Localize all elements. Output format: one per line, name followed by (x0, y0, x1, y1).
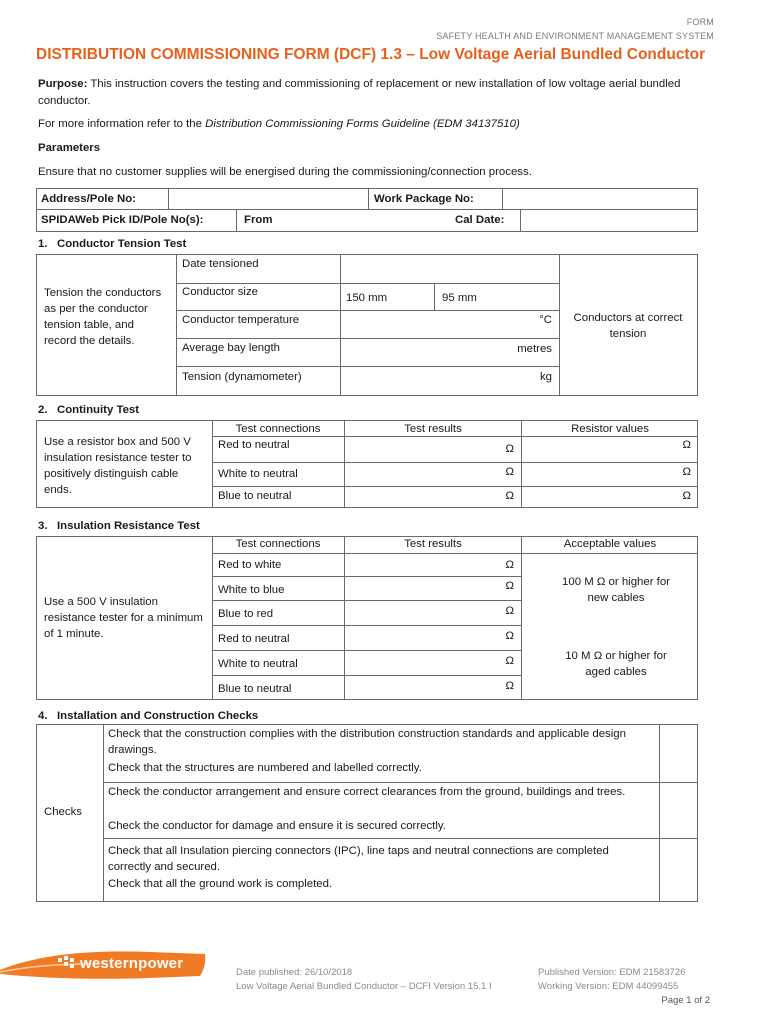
average-bay-length-label: Average bay length (182, 342, 280, 354)
tension-instruction: Tension the conductors as per the conductor tension table, and record the details. (44, 287, 162, 347)
section-2-title: 2. Continuity Test (38, 404, 140, 416)
insulation-row-label: Red to white (218, 559, 282, 571)
check-box[interactable] (660, 725, 697, 781)
from-field[interactable] (286, 211, 446, 230)
guideline-reference: Distribution Commissioning Forms Guideline (EDM 34137510) (205, 118, 520, 130)
brand-name: westernpower (80, 955, 184, 972)
spidaweb-label: SPIDAWeb Pick ID/Pole No(s): (41, 214, 204, 226)
continuity-row-label: Blue to neutral (218, 490, 292, 502)
continuity-connections-header: Test connections (235, 423, 321, 435)
check-item: Check that all Insulation piercing connectors (IPC), line taps and neutral connections are completed correctly and secured. (108, 845, 609, 873)
date-published: Date published: 26/10/2018 (236, 967, 353, 978)
parameters-heading: Parameters (38, 142, 101, 154)
page-number: Page 1 of 2 (661, 995, 710, 1006)
insulation-row-label: Blue to neutral (218, 683, 292, 695)
insulation-result-field[interactable]: Ω (505, 559, 514, 571)
conductor-size-label: Conductor size (182, 286, 258, 298)
westernpower-logo (0, 944, 210, 984)
insulation-result-field[interactable]: Ω (505, 680, 514, 692)
insulation-row-label: Blue to red (218, 608, 274, 620)
purpose-label: Purpose: (38, 78, 88, 90)
insulation-result-field[interactable]: Ω (505, 630, 514, 642)
check-item: Check that the construction complies with the distribution construction standards and applicable design drawings. (108, 728, 626, 756)
check-box[interactable] (660, 839, 697, 901)
check-item: Check the conductor arrangement and ensure correct clearances from the ground, buildings and trees. (108, 786, 626, 798)
conductor-temperature-label: Conductor temperature (182, 314, 300, 326)
check-item: Check that the structures are numbered and labelled correctly. (108, 762, 422, 774)
more-info-prefix: For more information refer to the (38, 118, 206, 130)
document-title-footer: Low Voltage Aerial Bundled Conductor – DCFI Version 15.1 I (236, 981, 492, 992)
continuity-results-header: Test results (404, 423, 462, 435)
insulation-acceptable-header: Acceptable values (563, 538, 657, 550)
continuity-resistor-header: Resistor values (571, 423, 649, 435)
section-3-title: 3. Insulation Resistance Test (38, 520, 200, 532)
continuity-result-field[interactable]: Ω (505, 490, 514, 502)
continuity-result-field[interactable]: Ω (505, 443, 514, 455)
insulation-row-label: Red to neutral (218, 633, 290, 645)
from-label: From (244, 214, 273, 226)
bay-length-field[interactable]: metres (517, 343, 552, 355)
address-field[interactable] (170, 190, 366, 208)
check-item: Check that all the ground work is completed. (108, 878, 333, 890)
more-info-paragraph (38, 116, 728, 133)
temperature-field[interactable]: °C (539, 314, 552, 326)
tension-result-label: Conductors at correct tension (573, 312, 683, 340)
size-150-option[interactable]: 150 mm (346, 292, 388, 304)
cal-date-label: Cal Date: (455, 214, 505, 226)
acceptable-aged-cables: 10 M Ω or higher for aged cables (565, 650, 667, 678)
purpose-paragraph (38, 76, 728, 110)
work-package-field[interactable] (504, 190, 696, 208)
work-package-label: Work Package No: (374, 193, 474, 205)
address-label: Address/Pole No: (41, 193, 136, 205)
published-version: Published Version: EDM 21583726 (538, 967, 686, 978)
page-title: DISTRIBUTION COMMISSIONING FORM (DCF) 1.3 – Low Voltage Aerial Bundled Conductor (36, 46, 706, 63)
tension-label: Tension (dynamometer) (182, 371, 302, 383)
insulation-row-label: White to blue (218, 584, 285, 596)
checks-label: Checks (44, 806, 82, 818)
continuity-resistor-field[interactable]: Ω (682, 439, 691, 451)
check-box[interactable] (660, 783, 697, 837)
continuity-resistor-field[interactable]: Ω (682, 466, 691, 478)
parameters-text: Ensure that no customer supplies will be energised during the commissioning/connection process. (38, 166, 532, 178)
continuity-row-label: White to neutral (218, 468, 298, 480)
insulation-result-field[interactable]: Ω (505, 655, 514, 667)
working-version: Working Version: EDM 44099455 (538, 981, 679, 992)
system-label: SAFETY HEALTH AND ENVIRONMENT MANAGEMENT SYSTEM (436, 31, 714, 41)
insulation-connections-header: Test connections (235, 538, 321, 550)
tension-field[interactable]: kg (539, 371, 552, 383)
check-item: Check the conductor for damage and ensure it is secured correctly. (108, 820, 446, 832)
cal-date-field[interactable] (522, 211, 696, 230)
continuity-result-field[interactable]: Ω (505, 466, 514, 478)
insulation-results-header: Test results (404, 538, 462, 550)
form-label: FORM (686, 17, 714, 27)
insulation-result-field[interactable]: Ω (505, 580, 514, 592)
continuity-instruction: Use a resistor box and 500 V insulation resistance tester to positively distinguish cable ends. (44, 436, 192, 496)
acceptable-new-cables: 100 M Ω or higher for new cables (562, 576, 670, 604)
continuity-resistor-field[interactable]: Ω (682, 490, 691, 502)
insulation-instruction: Use a 500 V insulation resistance tester for a minimum of 1 minute. (44, 596, 203, 640)
section-4-title: 4. Installation and Construction Checks (38, 710, 259, 722)
date-tensioned-field[interactable] (342, 256, 556, 281)
size-95-option[interactable]: 95 mm (442, 292, 477, 304)
insulation-result-field[interactable]: Ω (505, 605, 514, 617)
date-tensioned-label: Date tensioned (182, 258, 259, 270)
insulation-row-label: White to neutral (218, 658, 298, 670)
section-1-title: 1. Conductor Tension Test (38, 238, 187, 250)
purpose-text: This instruction covers the testing and commissioning of replacement or new installation of low voltage aerial bundled conductor. (38, 78, 681, 107)
continuity-row-label: Red to neutral (218, 439, 290, 451)
